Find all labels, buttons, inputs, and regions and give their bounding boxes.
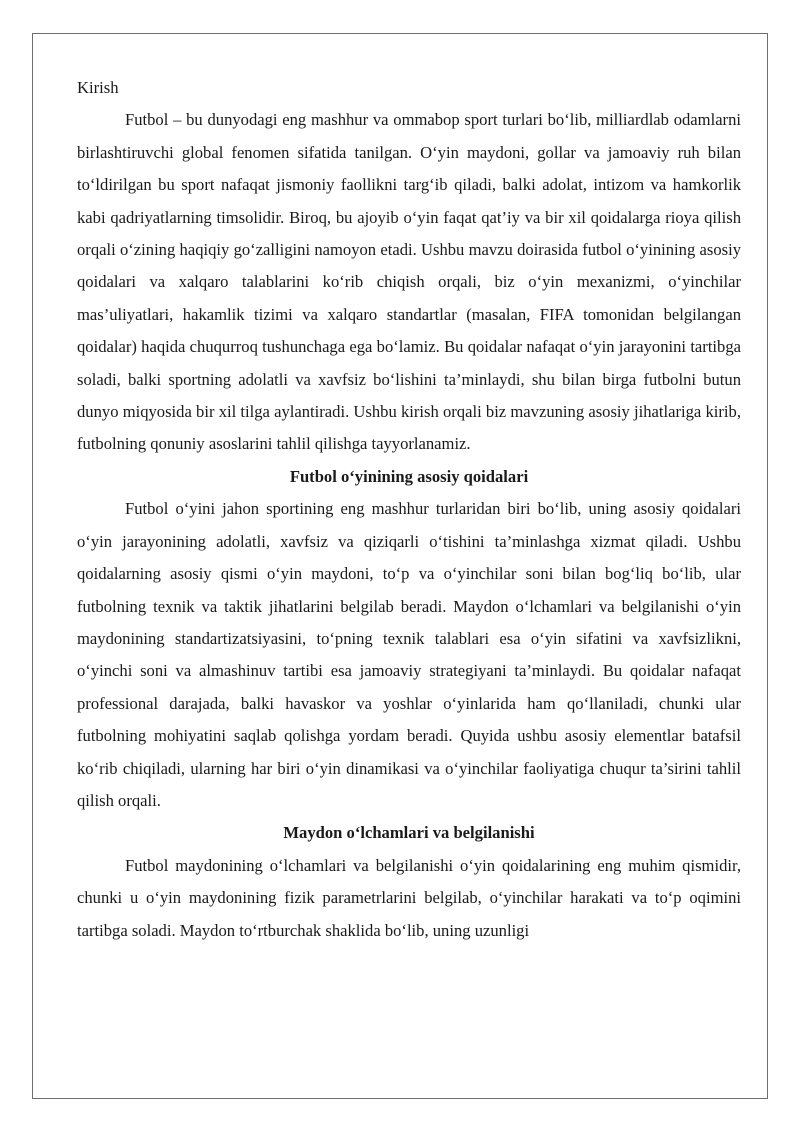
document-body [77,72,741,947]
section-heading-field-dimensions: Maydon o‘lchamlari va belgilanishi [283,823,535,843]
intro-paragraph: Futbol – bu dunyodagi eng mashhur va ommabop sport turlari bo‘lib, milliardlab odamlarni birlashtiruvchi global fenomen sifatida tanilgan. O‘yin maydoni, gollar va jamoaviy ruh bilan to‘ldirilgan bu sport nafaqat jismoniy faollikni targ‘ib qiladi, balki adolat, intizom va hamkorlik kabi qadriyatlarning timsolidir. Biroq, bu ajoyib o‘yin faqat qat’iy va bir xil qoidalarga rioya qilish orqali o‘zining haqiqiy go‘zalligini namoyon etadi. Ushbu mavzu doirasida futbol o‘yinining asosiy qoidalari va xalqaro talablarini ko‘rib chiqish orqali, biz o‘yin mexanizmi, o‘yinchilar mas’uliyatlari, hakamlik tizimi va xalqaro standartlar (masalan, FIFA tomonidan belgilangan qoidalar) haqida chuqurroq tushunchaga ega bo‘lamiz. Bu qoidalar nafaqat o‘yin jarayonini tartibga soladi, balki sportning adolatli va xavfsiz bo‘lishini ta’minlaydi, shu bilan birga futbolni butun dunyo miqyosida bir xil tilga aylantiradi. Ushbu kirish orqali biz mavzuning asosiy jihatlariga kirib, futbolning qonuniy asoslarini tahlil qilishga tayyorlanamiz. [77,110,741,454]
field-dimensions-paragraph: Futbol maydonining o‘lchamlari va belgilanishi o‘yin qoidalarining eng muhim qismidir, chunki u o‘yin maydonining fizik parametrlarini belgilab, o‘yinchilar harakati va to‘p oqimini tartibga soladi. Maydon to‘rtburchak shaklida bo‘lib, uning uzunligi [77,855,741,940]
intro-heading: Kirish [77,78,119,97]
section-heading-basic-rules: Futbol o‘yinining asosiy qoidalari [289,466,529,486]
basic-rules-paragraph: Futbol o‘yini jahon sportining eng mashhur turlaridan biri bo‘lib, uning asosiy qoidalari o‘yin jarayonining adolatli, xavfsiz va qiziqarli o‘tishini ta’minlashga xizmat qiladi. Ushbu qoidalarning asosiy qismi o‘yin maydoni, to‘p va o‘yinchilar soni bilan bog‘liq bo‘lib, ular futbolning texnik va taktik jihatlarini belgilab beradi. Maydon o‘lchamlari va belgilanishi o‘yin maydonining standartizatsiyasini, to‘pning texnik talablari esa o‘yin sifatini va xavfsizlikni, o‘yinchi soni va almashinuv tartibi esa jamoaviy strategiyani ta’minlaydi. Bu qoidalar nafaqat professional darajada, balki havaskor va yoshlar o‘yinlarida ham qo‘llaniladi, chunki ular futbolning mohiyatini saqlab qolishga yordam beradi. Quyida ushbu asosiy elementlar batafsil ko‘rib chiqiladi, ularning har biri o‘yin dinamikasi va o‘yinchilar faoliyatiga chuqur ta’sirini tahlil qilish orqali. [77,499,741,810]
